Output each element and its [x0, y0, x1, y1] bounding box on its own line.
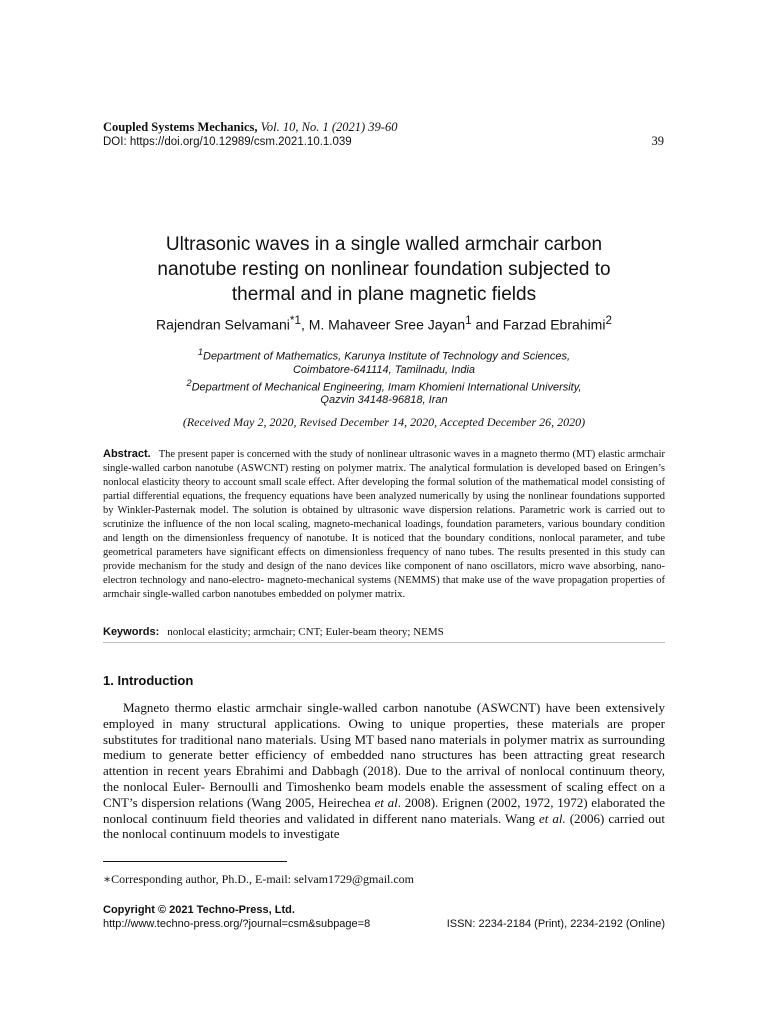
author-affiliation-mark: 1 [465, 314, 472, 327]
doi-link[interactable]: DOI: https://doi.org/10.12989/csm.2021.10.1.039 [103, 136, 352, 148]
issn-info: ISSN: 2234-2184 (Print), 2234-2192 (Online) [446, 918, 665, 930]
affiliation: $^1$Department of Mathematics, Karunya Institute of Technology and Sciences, [197, 347, 571, 363]
keywords-label: Keywords: [103, 626, 160, 638]
copyright-notice: Copyright © 2021 Techno-Press, Ltd. [103, 904, 295, 916]
journal-citation [103, 120, 397, 135]
title-line: Ultrasonic waves in a single walled armchair carbon [165, 234, 603, 255]
abstract-text: The present paper is concerned with the study of nonlinear ultrasonic waves in a magneto thermo (MT) elastic armchair single-walled carbon nanotube (ASWCNT) resting on polymer matrix. The analytical formulation is developed based on Eringen’s nonlocal elasticity theory to account small scale effect. After developing the formal solution of the mathematical model consisting of partial differential equations, the frequency equations have been analyzed numerically by using the nonlinear foundations supported by Winkler-Pasternak model. The solution is obtained by ultrasonic wave dispersion relations. Parametric work is carried out to scrutinize the influence of the non local scaling, magneto-mechanical loadings, foundation parameters, various boundary condition and length on the dimensionless frequency of nanotube. It is noticed that the boundary conditions, nonlocal parameter, and tube geometrical parameters have significant effects on dimensionless frequency of nano tubes. The results presented in this study can provide mechanism for the study and design of the nano devices like component of nano oscillators, micro wave absorbing, nano-electron technology and nano-electro- magneto-mechanical systems (NEMMS) that make use of the wave propagation properties of armchair single-walled carbon nanotubes embedded on polymer matrix. [103, 449, 665, 600]
corresponding-author-footnote: ∗Corresponding author, Ph.D., E-mail: selvam1729@gmail.com [103, 872, 415, 886]
affiliation: $^2$Department of Mechanical Engineering, Imam Khomieni International University, [186, 377, 582, 394]
keywords [103, 626, 665, 638]
section-divider [103, 642, 665, 643]
author-list [103, 314, 665, 333]
author-affiliation-mark: *1 [289, 314, 301, 327]
affiliation-address: Coimbatore-641114, Tamilnadu, India [292, 363, 476, 376]
journal-volume: Vol. 10, No. 1 (2021) 39-60 [260, 120, 398, 134]
footnote-divider [103, 861, 287, 862]
paper-title [103, 232, 665, 307]
author-affiliation-mark: 2 [605, 314, 612, 327]
title-line: thermal and in plane magnetic fields [231, 284, 537, 305]
affiliations [103, 346, 665, 407]
page-number: 39 [651, 134, 664, 148]
abstract-label: Abstract. [103, 448, 151, 460]
affiliation-address: Qazvin 34148-96818, Iran [320, 394, 448, 407]
title-line: nanotube resting on nonlinear foundation subjected to [157, 259, 611, 280]
journal-name: Coupled Systems Mechanics, [103, 120, 258, 134]
received-dates: (Received May 2, 2020, Revised December 14, 2020, Accepted December 26, 2020) [182, 415, 586, 429]
journal-url-link[interactable]: http://www.techno-press.org/?journal=csm&subpage=8 [103, 918, 371, 930]
section-heading: 1. Introduction [103, 673, 194, 688]
abstract [103, 447, 665, 602]
author-name: and Farzad Ebrahimi [471, 316, 606, 333]
intro-paragraph: Magneto thermo elastic armchair single-walled carbon nanotube (ASWCNT) have been extensively employed in many structural applications. Owing to unique properties, these materials are proper substitutes for traditional nano materials. Using MT based nano materials in polymer matrix as surrounding medium to generate better efficiency of embedded nano structures has been attracting great research attention in recent years Ebrahimi and Dabbagh (2018). Due to the arrival of nonlocal continuum theory, the nonlocal Euler- Bernoulli and Timoshenko beam models enable the assessment of scaling effect on a CNT’s dispersion relations (Wang 2005, Heirechea et al. 2008). Erignen (2002, 1972, 1972) elaborated the nonlocal continuum field theories and validated in different nano materials. Wang et al. (2006) carried out the nonlocal continuum models to investigate [103, 700, 666, 842]
author-name: , M. Mahaveer Sree Jayan [300, 316, 466, 333]
keywords-text: nonlocal elasticity; armchair; CNT; Euler-beam theory; NEMS [167, 626, 444, 638]
author-name: Rajendran Selvamani [156, 316, 290, 333]
